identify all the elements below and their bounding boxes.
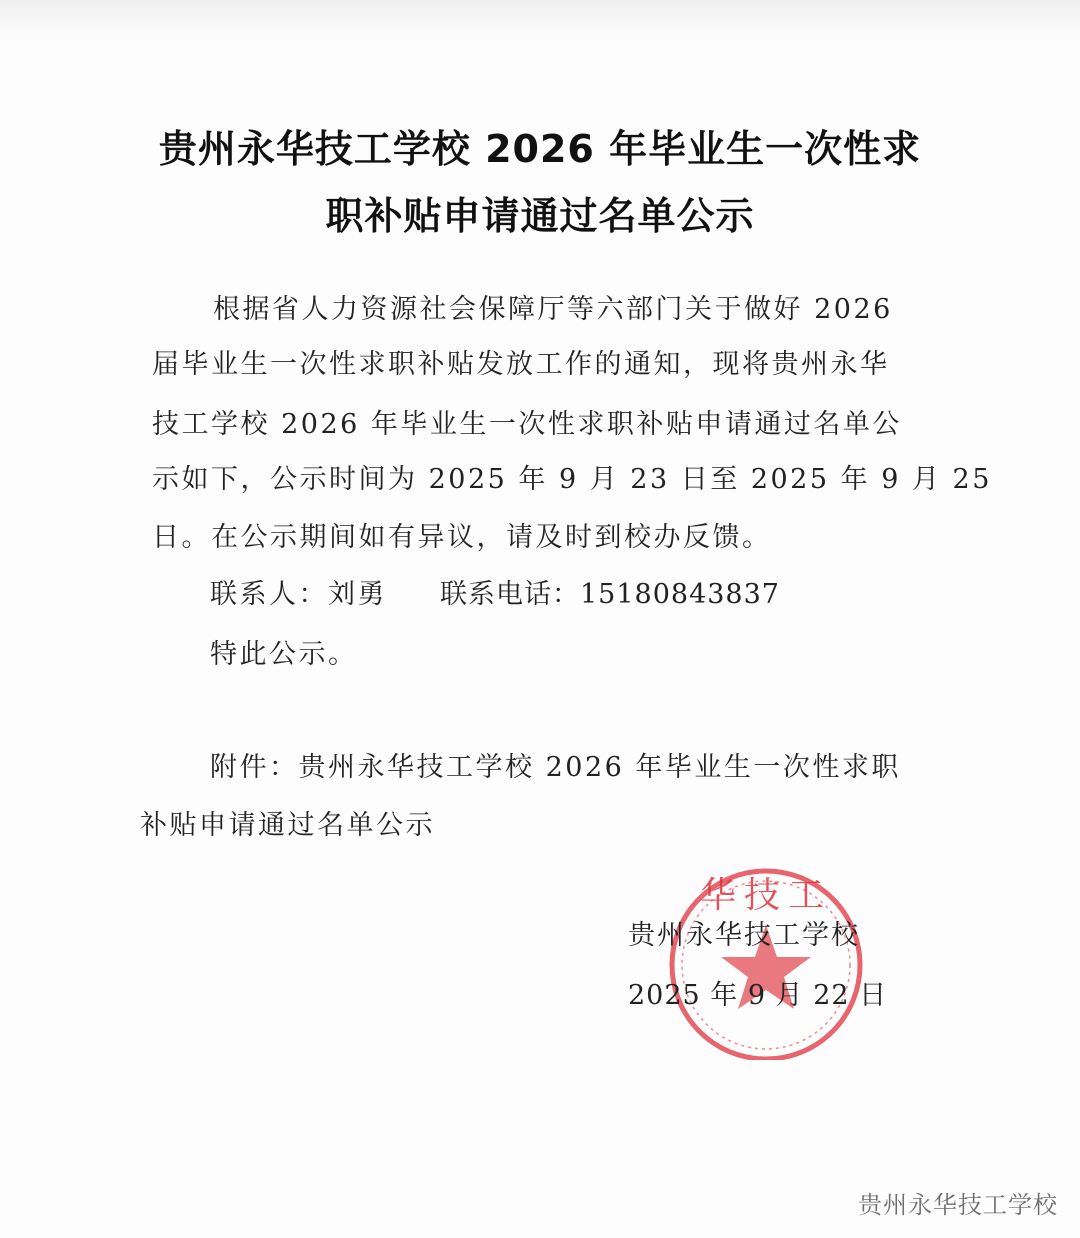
contact-phone: 联系电话：15180843837	[440, 579, 780, 610]
signature-date: 2025 年 9 月 22 日	[628, 980, 888, 1011]
body-line-3: 技工学校 2026 年毕业生一次性求职补贴申请通过名单公	[152, 409, 902, 440]
body-line-5: 日。在公示期间如有异议，请及时到校办反馈。	[152, 522, 772, 553]
official-seal	[648, 855, 888, 1060]
scan-shadow	[0, 0, 1080, 40]
document-title-line-1: 贵州永华技工学校 2026 年毕业生一次性求	[158, 127, 922, 171]
body-line-4: 示如下，公示时间为 2025 年 9 月 23 日至 2025 年 9 月 25	[152, 464, 992, 495]
body-line-1: 根据省人力资源社会保障厅等六部门关于做好 2026	[213, 294, 893, 325]
document-title-line-2: 职补贴申请通过名单公示	[325, 194, 755, 238]
body-line-2: 届毕业生一次性求职补贴发放工作的通知，现将贵州永华	[152, 349, 890, 380]
attachment-line-2: 补贴申请通过名单公示	[140, 810, 435, 841]
closing-text: 特此公示。	[210, 639, 358, 670]
attachment-line-1: 附件：贵州永华技工学校 2026 年毕业生一次性求职	[210, 752, 901, 783]
watermark: 贵州永华技工学校	[858, 1191, 1058, 1219]
seal-text: 华技工	[699, 875, 833, 916]
signature-organization: 贵州永华技工学校	[628, 920, 860, 951]
contact-person: 联系人：刘勇	[210, 579, 387, 610]
